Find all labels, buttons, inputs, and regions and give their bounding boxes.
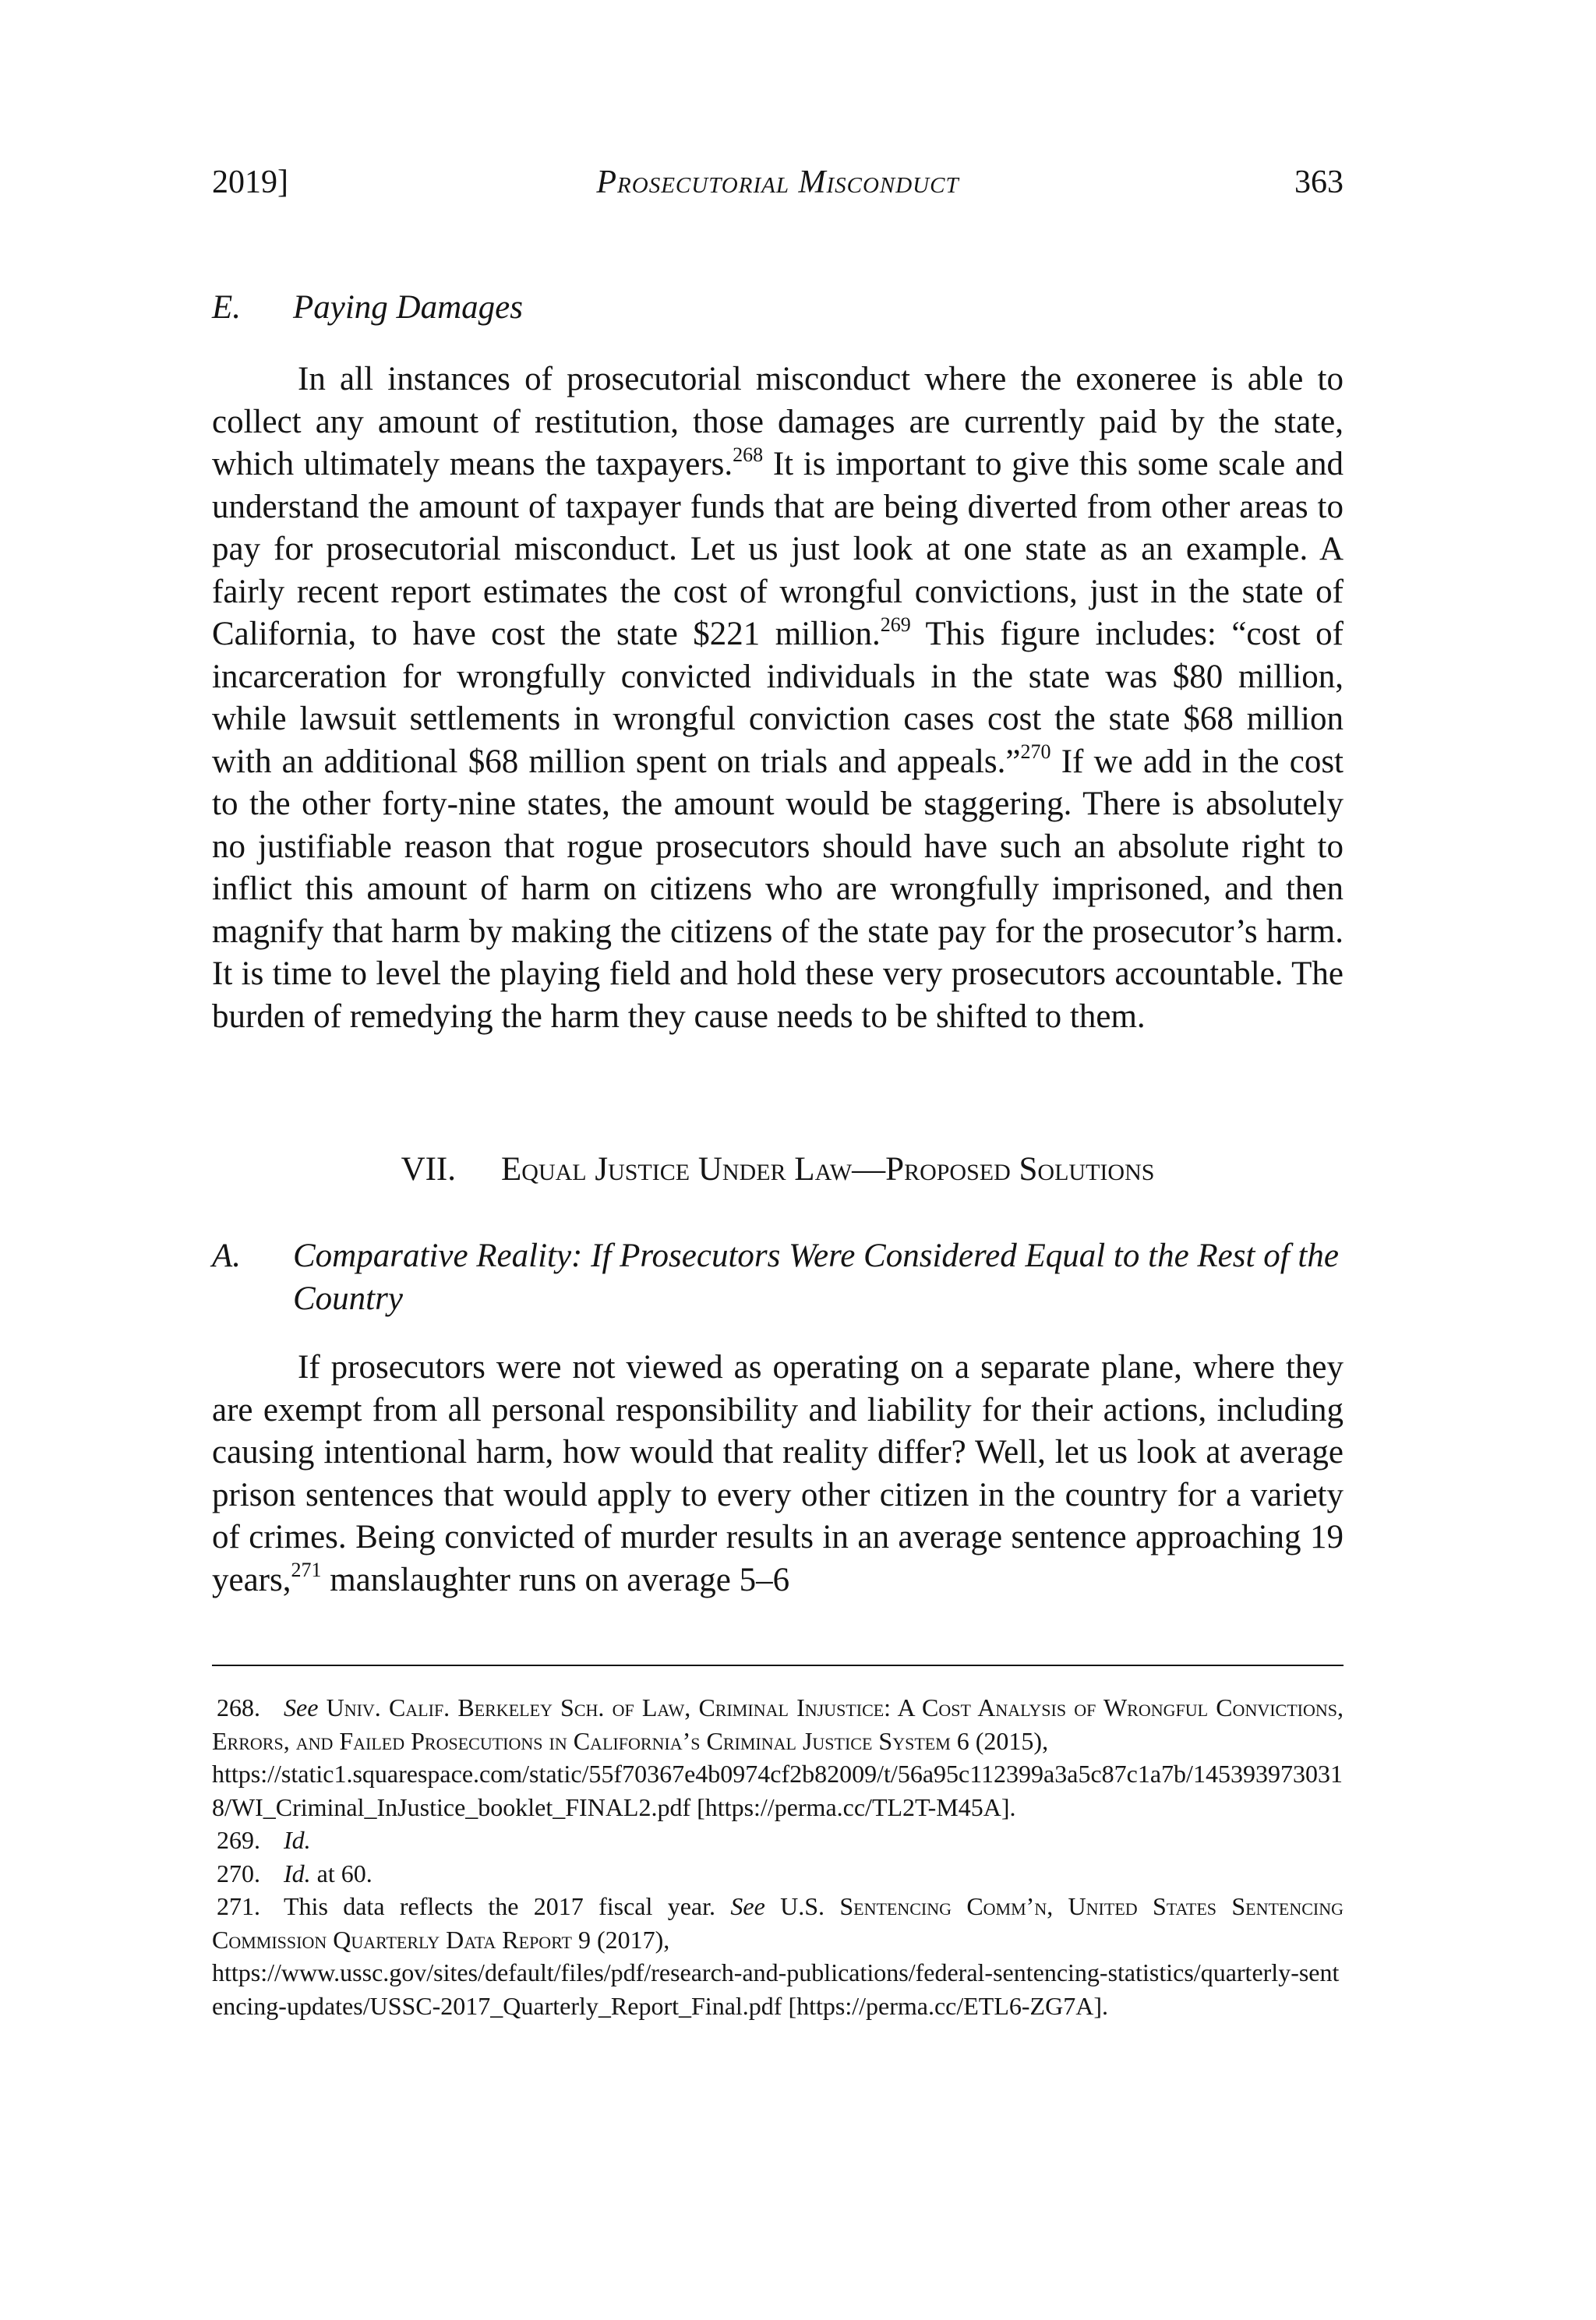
citation-signal: See <box>284 1693 319 1721</box>
para1-text-2: It is important to give this some scale and understand the amount of taxpayer funds that are being diverted from other areas to pay for prosecutorial misconduct. Let us just look at one state as an example. A fairly recent report estimates the cost of wrongful convictions, just in the state of California, to have cost the state $221 million. <box>212 446 1344 652</box>
para2-text-2: manslaughter runs on average 5–6 <box>321 1561 790 1598</box>
citation-url[interactable]: https://www.ussc.gov/sites/default/files/pdf/research-and-publications/federal-sentencing-statistics/quarterly-sentencing-updates/USSC-2017_Quarterly_Report_Final.pdf [https://perma.cc/ETL6-ZG7A]. <box>212 1958 1340 2020</box>
section-a-heading <box>212 1235 1344 1320</box>
footnote-ref-269[interactable]: 269 <box>880 613 911 636</box>
citation-source: U.S. Sentencing Comm’n, United States Sentencing Commission Quarterly Data Report 9 (2017), <box>212 1892 1344 1954</box>
para1-text-3: This figure includes: “cost of incarceration for wrongfully convicted individuals in the state was $80 million, while lawsuit settlements in wrongful conviction cases cost the state $68 million with an additional $68 million spent on trials and appeals.” <box>212 616 1344 780</box>
footnote-271 <box>212 1890 1344 2022</box>
footnote-number: 271. <box>217 1892 260 1920</box>
section-e-heading <box>212 287 1344 330</box>
footnote-number: 268. <box>217 1693 260 1721</box>
part-number: VII. <box>401 1151 457 1188</box>
footnote-divider <box>212 1665 1344 1666</box>
paragraph-text <box>212 1347 1344 1601</box>
part-vii-heading <box>212 1149 1344 1191</box>
paragraph-paying-damages <box>212 358 1344 1038</box>
citation-id: Id. <box>284 1826 311 1854</box>
para1-text-1: In all instances of prosecutorial misconduct where the exoneree is able to collect any amount of restitution, those damages are currently paid by the state, which ultimately means the taxpayers. <box>212 361 1344 482</box>
running-header <box>212 164 1344 210</box>
part-title: Equal Justice Under Law—Proposed Solutions <box>501 1151 1155 1188</box>
section-a-title: Comparative Reality: If Prosecutors Were Considered Equal to the Rest of the Country <box>293 1238 1339 1317</box>
paragraph-comparative-reality <box>212 1347 1344 1601</box>
footnote-270 <box>212 1857 1344 1891</box>
citation-pin: at 60. <box>310 1859 373 1887</box>
citation-source: Univ. Calif. Berkeley Sch. of Law, Criminal Injustice: A Cost Analysis of Wrongful Convictions, Errors, and Failed Prosecutions in California’s Criminal Justice System 6 (2015), <box>212 1693 1344 1755</box>
para1-text-4: If we add in the cost to the other forty-nine states, the amount would be staggering. There is absolutely no justifiable reason that rogue prosecutors should have such an absolute right to inflict this amount of harm on citizens who are wrongfully imprisoned, and then magnify that harm by making the citizens of the state pay for the prosecutor’s harm. It is time to level the playing field and hold these very prosecutors accountable. The burden of remedying the harm they cause needs to be shifted to them. <box>212 743 1344 1035</box>
footnote-268 <box>212 1691 1344 1824</box>
citation-id: Id. <box>284 1859 311 1887</box>
section-e-title: Paying Damages <box>293 289 523 326</box>
citation-url[interactable]: https://static1.squarespace.com/static/55f70367e4b0974cf2b82009/t/56a95c112399a3a5c87c1a7b/1453939730318/WI_Criminal_InJustice_booklet_FINAL2.pdf [https://perma.cc/TL2T-M45A]. <box>212 1760 1343 1821</box>
header-year: 2019] <box>212 164 288 200</box>
section-a-letter: A. <box>212 1238 242 1274</box>
section-e-letter: E. <box>212 289 242 326</box>
page-number: 363 <box>1294 164 1344 200</box>
footnote-number: 270. <box>217 1859 260 1887</box>
footnote-269 <box>212 1824 1344 1857</box>
footnote-text: This data reflects the 2017 fiscal year. <box>284 1892 731 1920</box>
footnote-ref-271[interactable]: 271 <box>291 1559 322 1582</box>
header-title: Prosecutorial Misconduct <box>596 164 959 200</box>
footnote-ref-270[interactable]: 270 <box>1020 740 1051 764</box>
para2-text-1: If prosecutors were not viewed as operating on a separate plane, where they are exempt from all personal responsibility and liability for their actions, including causing intentional harm, how would that reality differ? Well, let us look at average prison sentences that would apply to every other citizen in the country for a variety of crimes. Being convicted of murder results in an average sentence approaching 19 years, <box>212 1349 1344 1598</box>
footnote-ref-268[interactable]: 268 <box>733 443 764 466</box>
footnotes <box>212 1691 1344 2022</box>
citation-signal: See <box>730 1892 765 1920</box>
paragraph-text <box>212 358 1344 1038</box>
footnote-number: 269. <box>217 1826 260 1854</box>
